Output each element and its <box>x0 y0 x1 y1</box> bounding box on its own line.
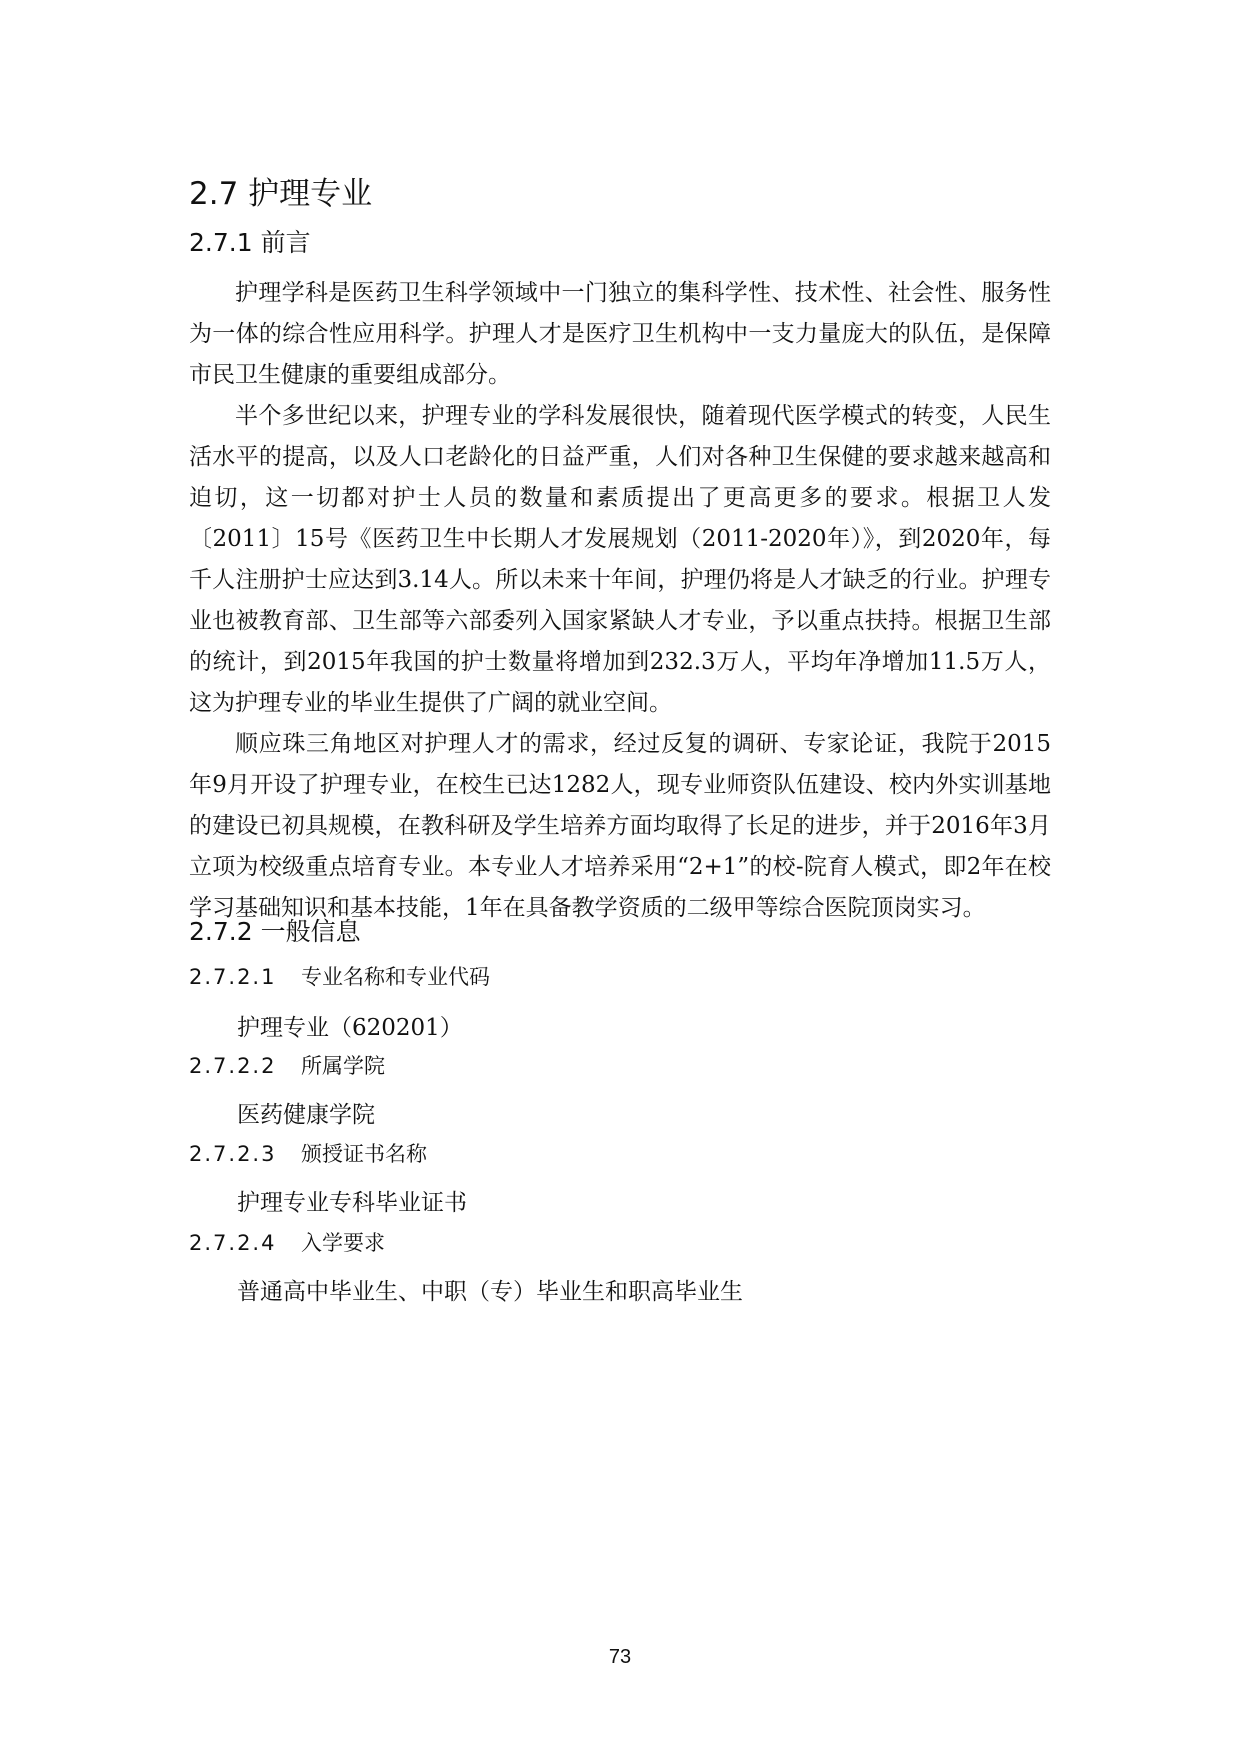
subsection-value: 医药健康学院 <box>237 1102 375 1128</box>
general-info-heading-title: 一般信息 <box>260 917 361 946</box>
subsection-title: 颁授证书名称 <box>301 1142 427 1166</box>
subsection-heading <box>189 1228 385 1258</box>
subsection-title: 所属学院 <box>301 1054 385 1078</box>
subsection-title: 入学要求 <box>301 1231 385 1255</box>
preface-heading <box>189 225 311 261</box>
subsection-heading <box>189 1051 385 1081</box>
section-title: 护理专业 <box>248 176 373 212</box>
section-number: 2.7 <box>189 176 239 212</box>
section-heading <box>189 172 372 216</box>
page-number: 73 <box>608 1646 632 1668</box>
subsection-title: 专业名称和专业代码 <box>301 965 490 989</box>
subsection-number: 2.7.2.2 <box>189 1054 277 1078</box>
subsection-heading <box>189 1139 427 1169</box>
preface-heading-title: 前言 <box>260 228 311 257</box>
subsection-number: 2.7.2.3 <box>189 1142 277 1166</box>
preface-paragraph: 半个多世纪以来，护理专业的学科发展很快，随着现代医学模式的转变，人民生活水平的提高，以及人口老龄化的日益严重，人们对各种卫生保健的要求越来越高和迫切，这一切都对护士人员的数量和素质提出了更高更多的要求。根据卫人发〔2011〕15号《医药卫生中长期人才发展规划（2011-2020年）》，到2020年，每千人注册护士应达到3.14人。所以未来十年间，护理仍将是人才缺乏的行业。护理专业也被教育部、卫生部等六部委列入国家紧缺人才专业，予以重点扶持。根据卫生部的统计，到2015年我国的护士数量将增加到232.3万人，平均年净增加11.5万人，这为护理专业的毕业生提供了广阔的就业空间。 <box>189 403 1051 716</box>
preface-paragraph: 护理学科是医药卫生科学领域中一门独立的集科学性、技术性、社会性、服务性为一体的综合性应用科学。护理人才是医疗卫生机构中一支力量庞大的队伍，是保障市民卫生健康的重要组成部分。 <box>189 280 1051 388</box>
general-info-heading <box>189 914 361 950</box>
subsection-number: 2.7.2.1 <box>189 965 277 989</box>
subsection-value: 普通高中毕业生、中职（专）毕业生和职高毕业生 <box>237 1279 743 1305</box>
general-info-heading-number: 2.7.2 <box>189 917 253 946</box>
subsection-value: 护理专业专科毕业证书 <box>237 1190 467 1216</box>
preface-heading-number: 2.7.1 <box>189 228 253 257</box>
preface-paragraph: 顺应珠三角地区对护理人才的需求，经过反复的调研、专家论证，我院于2015年9月开设了护理专业，在校生已达1282人，现专业师资队伍建设、校内外实训基地的建设已初具规模，在教科研及学生培养方面均取得了长足的进步，并于2016年3月立项为校级重点培育专业。本专业人才培养采用“2+1”的校-院育人模式，即2年在校学习基础知识和基本技能，1年在具备教学资质的二级甲等综合医院顶岗实习。 <box>189 731 1051 921</box>
subsection-number: 2.7.2.4 <box>189 1231 277 1255</box>
preface-body <box>189 273 1051 929</box>
subsection-heading <box>189 962 490 992</box>
subsection-value: 护理专业（620201） <box>237 1015 463 1041</box>
